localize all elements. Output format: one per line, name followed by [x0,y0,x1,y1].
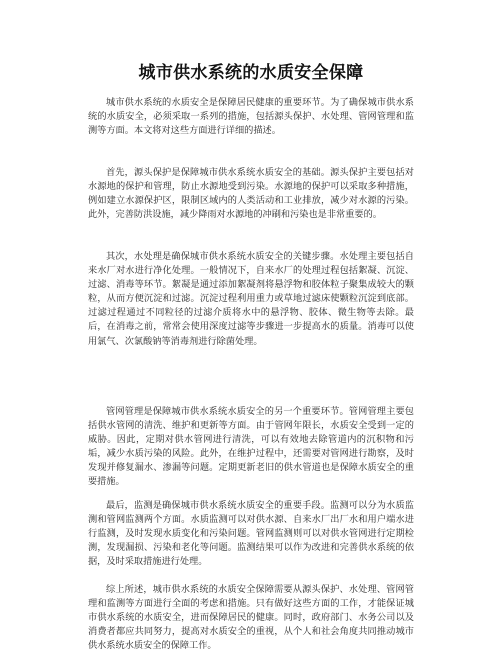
paragraph-source-protection: 首先，源头保护是保障城市供水系统水质安全的基础。源头保护主要包括对水源地的保护和管理，防止水源地受到污染。水源地的保护可以采取多种措施，例如建立水源保护区，限制区域内的人类活动和工业排放，减少对水源的污染。此外，完善防洪设施，减少降雨对水源地的冲刷和污染也是非常重要的。 [88,167,414,221]
paragraph-network-management: 管网管理是保障城市供水系统水质安全的另一个重要环节。管网管理主要包括供水管网的清洗、维护和更新等方面。由于管网年限长，水质安全受到一定的威胁。因此，定期对供水管网进行清洗，可以有效地去除管道内的沉积物和污垢，减少水质污染的风险。此外，在维护过程中，还需要对管网进行勘察，及时发现并修复漏水、渗漏等问题。定期更新老旧的供水管道也是保障水质安全的重要措施。 [88,406,414,488]
paragraph-monitoring: 最后，监测是确保城市供水系统水质安全的重要手段。监测可以分为水质监测和管网监测两个方面。水质监测可以对供水源、自来水厂出厂水和用户端水进行监测，及时发现水质变化和污染问题。管网监测则可以对供水管网进行定期检测，发现漏损、污染和老化等问题。监测结果可以作为改进和完善供水系统的依据，及时采取措施进行处理。 [88,500,414,568]
paragraph-intro: 城市供水系统的水质安全是保障居民健康的重要环节。为了确保城市供水系统的水质安全，必须采取一系列的措施，包括源头保护、水处理、管网管理和监测等方面。本文将对这些方面进行详细的描述。 [88,97,414,137]
paragraph-water-treatment: 其次，水处理是确保城市供水系统水质安全的关键步骤。水处理主要包括自来水厂对水进行净化处理。一般情况下，自来水厂的处理过程包括絮凝、沉淀、过滤、消毒等环节。絮凝是通过添加絮凝剂将悬浮物和胶体粒子聚集成较大的颗粒，从而方便沉淀和过滤。沉淀过程利用重力或草地过滤床使颗粒沉淀到底部。过滤过程通过不同粒径的过滤介质将水中的悬浮物、胶体、微生物等去除。最后，在消毒之前，常常会使用深度过滤等步骤进一步提高水的质量。消毒可以使用氯气、次氯酸钠等消毒剂进行除菌处理。 [88,251,414,347]
paragraph-conclusion: 综上所述，城市供水系统的水质安全保障需要从源头保护、水处理、管网管理和监测等方面进行全面的考虑和措施。只有做好这些方面的工作，才能保证城市供水系统的水质安全，进而保障居民的健康。同时，政府部门、水务公司以及消费者都应共同努力，提高对水质安全的重视，从个人和社会角度共同推动城市供水系统水质安全的保障工作。 [88,584,414,652]
document-title: 城市供水系统的水质安全保障 [138,63,364,83]
